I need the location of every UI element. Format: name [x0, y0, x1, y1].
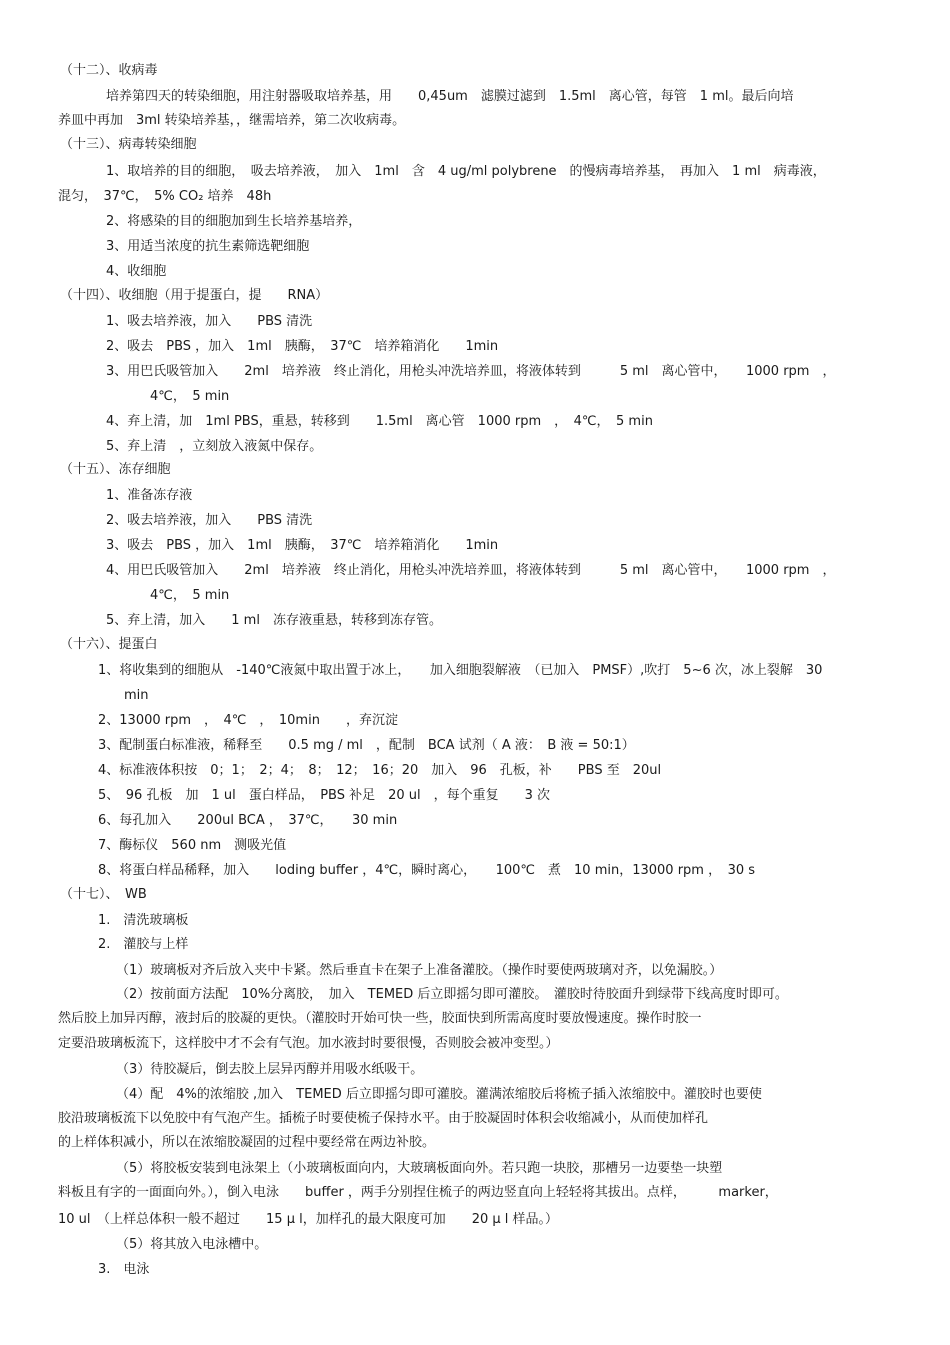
text-line: 4℃， 5 min	[150, 389, 230, 404]
text-line: 4、用巴氏吸管加入 2ml 培养液 终止消化，用枪头冲洗培养皿，将液体转到 5 ml 离心管中， 1000 rpm ，	[106, 563, 836, 578]
text-line: 5、弃上清，加入 1 ml 冻存液重悬，转移到冻存管。	[106, 613, 442, 628]
text-line: （1）玻璃板对齐后放入夹中卡紧。然后垂直卡在架子上准备灌胶。（操作时要使两玻璃对齐，以免漏胶。）	[116, 963, 723, 978]
text-line: （4）配 4%的浓缩胶 ,加入 TEMED 后立即摇匀即可灌胶。灌满浓缩胶后将梳子插入浓缩胶中。灌胶时也要使	[116, 1087, 762, 1102]
text-line: 4℃， 5 min	[150, 588, 230, 603]
text-line: 1、吸去培养液，加入 PBS 清洗	[106, 314, 313, 329]
text-line: 7、酶标仪 560 nm 测吸光值	[98, 838, 287, 853]
text-line: 定要沿玻璃板流下，这样胶中才不会有气泡。加水液封时要很慢，否则胶会被冲变型。）	[58, 1036, 559, 1051]
section-heading-16: （十六）、提蛋白	[60, 637, 158, 652]
text-line: 10 ul （上样总体积一般不超过 15 μ l，加样孔的最大限度可加 20 μ l 样品。）	[58, 1212, 559, 1227]
section-heading-15: （十五）、冻存细胞	[60, 462, 171, 477]
text-line: min	[124, 688, 149, 703]
text-line: 1、准备冻存液	[106, 488, 193, 503]
text-line: 4、标准液体积按 0；1； 2；4； 8； 12； 16；20 加入 96 孔板，补 PBS 至 20ul	[98, 763, 662, 778]
text-line: 5、弃上清 ，立刻放入液氮中保存。	[106, 439, 323, 454]
text-line: （3）待胶凝后，倒去胶上层异丙醇并用吸水纸吸干。	[116, 1062, 424, 1077]
text-line: （2）按前面方法配 10%分离胶， 加入 TEMED 后立即摇匀即可灌胶。 灌胶时待胶面升到绿带下线高度时即可。	[116, 987, 788, 1002]
text-line: 5、 96 孔板 加 1 ul 蛋白样品， PBS 补足 20 ul ，每个重复 3 次	[98, 788, 551, 803]
text-line: 2、吸去 PBS ，加入 1ml 胰酶， 37℃ 培养箱消化 1min	[106, 339, 499, 354]
text-line: 2、13000 rpm ， 4℃ ， 10min ，弃沉淀	[98, 713, 398, 728]
text-line: 1、取培养的目的细胞， 吸去培养液， 加入 1ml 含 4 ug/ml polybrene 的慢病毒培养基， 再加入 1 ml 病毒液，	[106, 164, 826, 179]
text-line: 8、将蛋白样品稀释，加入 loding buffer ，4℃，瞬时离心， 100℃ 煮 10 min，13000 rpm ， 30 s	[98, 863, 756, 878]
text-line: 1、将收集到的细胞从 -140℃液氮中取出置于冰上， 加入细胞裂解液 （已加入 PMSF）,吹打 5~6 次，冰上裂解 30	[98, 663, 823, 678]
text-line: 2. 灌胶与上样	[98, 937, 189, 952]
text-line: 培养第四天的转染细胞，用注射器吸取培养基，用 0,45um 滤膜过滤到 1.5ml 离心管，每管 1 ml。最后向培	[106, 89, 794, 104]
text-line: （5）将其放入电泳槽中。	[116, 1237, 268, 1252]
text-line: 2、将感染的目的细胞加到生长培养基培养，	[106, 214, 362, 229]
text-line: 养皿中再加 3ml 转染培养基，，继需培养，第二次收病毒。	[58, 113, 406, 128]
text-line: 3. 电泳	[98, 1262, 150, 1277]
text-line: 3、吸去 PBS ，加入 1ml 胰酶， 37℃ 培养箱消化 1min	[106, 538, 499, 553]
section-heading-13: （十三）、病毒转染细胞	[60, 137, 197, 152]
text-line: 2、吸去培养液，加入 PBS 清洗	[106, 513, 313, 528]
section-heading-12: （十二）、收病毒	[60, 63, 158, 78]
text-line: 胶沿玻璃板流下以免胶中有气泡产生。插梳子时要使梳子保持水平。由于胶凝固时体积会收缩减小，从而使加样孔	[58, 1111, 709, 1126]
text-line: 1. 清洗玻璃板	[98, 913, 189, 928]
section-heading-14: （十四）、收细胞（用于提蛋白，提 RNA）	[60, 288, 329, 303]
text-line: 3、用巴氏吸管加入 2ml 培养液 终止消化，用枪头冲洗培养皿，将液体转到 5 ml 离心管中， 1000 rpm ，	[106, 364, 836, 379]
text-line: 的上样体积减小，所以在浓缩胶凝固的过程中要经常在两边补胶。	[58, 1135, 436, 1150]
text-line: （5）将胶板安装到电泳架上（小玻璃板面向内，大玻璃板面向外。若只跑一块胶，那槽另一边要垫一块塑	[116, 1161, 723, 1176]
section-heading-17: （十七）、 WB	[60, 887, 147, 902]
text-line: 混匀， 37℃， 5% CO₂ 培养 48h	[58, 189, 272, 204]
text-line: 6、每孔加入 200ul BCA ， 37℃， 30 min	[98, 813, 398, 828]
text-line: 4、弃上清，加 1ml PBS，重悬，转移到 1.5ml 离心管 1000 rpm ， 4℃， 5 min	[106, 414, 653, 429]
text-line: 4、收细胞	[106, 264, 167, 279]
text-line: 料板且有字的一面面向外。），倒入电泳 buffer ，两手分别捏住梳子的两边竖直向上轻轻将其拔出。点样， marker，	[58, 1185, 778, 1200]
text-line: 然后胶上加异丙醇，液封后的胶凝的更快。（灌胶时开始可快一些，胶面快到所需高度时要放慢速度。操作时胶一	[58, 1011, 702, 1026]
text-line: 3、用适当浓度的抗生素筛选靶细胞	[106, 239, 310, 254]
text-line: 3、配制蛋白标准液，稀释至 0.5 mg / ml ，配制 BCA 试剂（ A 液： B 液 = 50:1）	[98, 738, 635, 753]
